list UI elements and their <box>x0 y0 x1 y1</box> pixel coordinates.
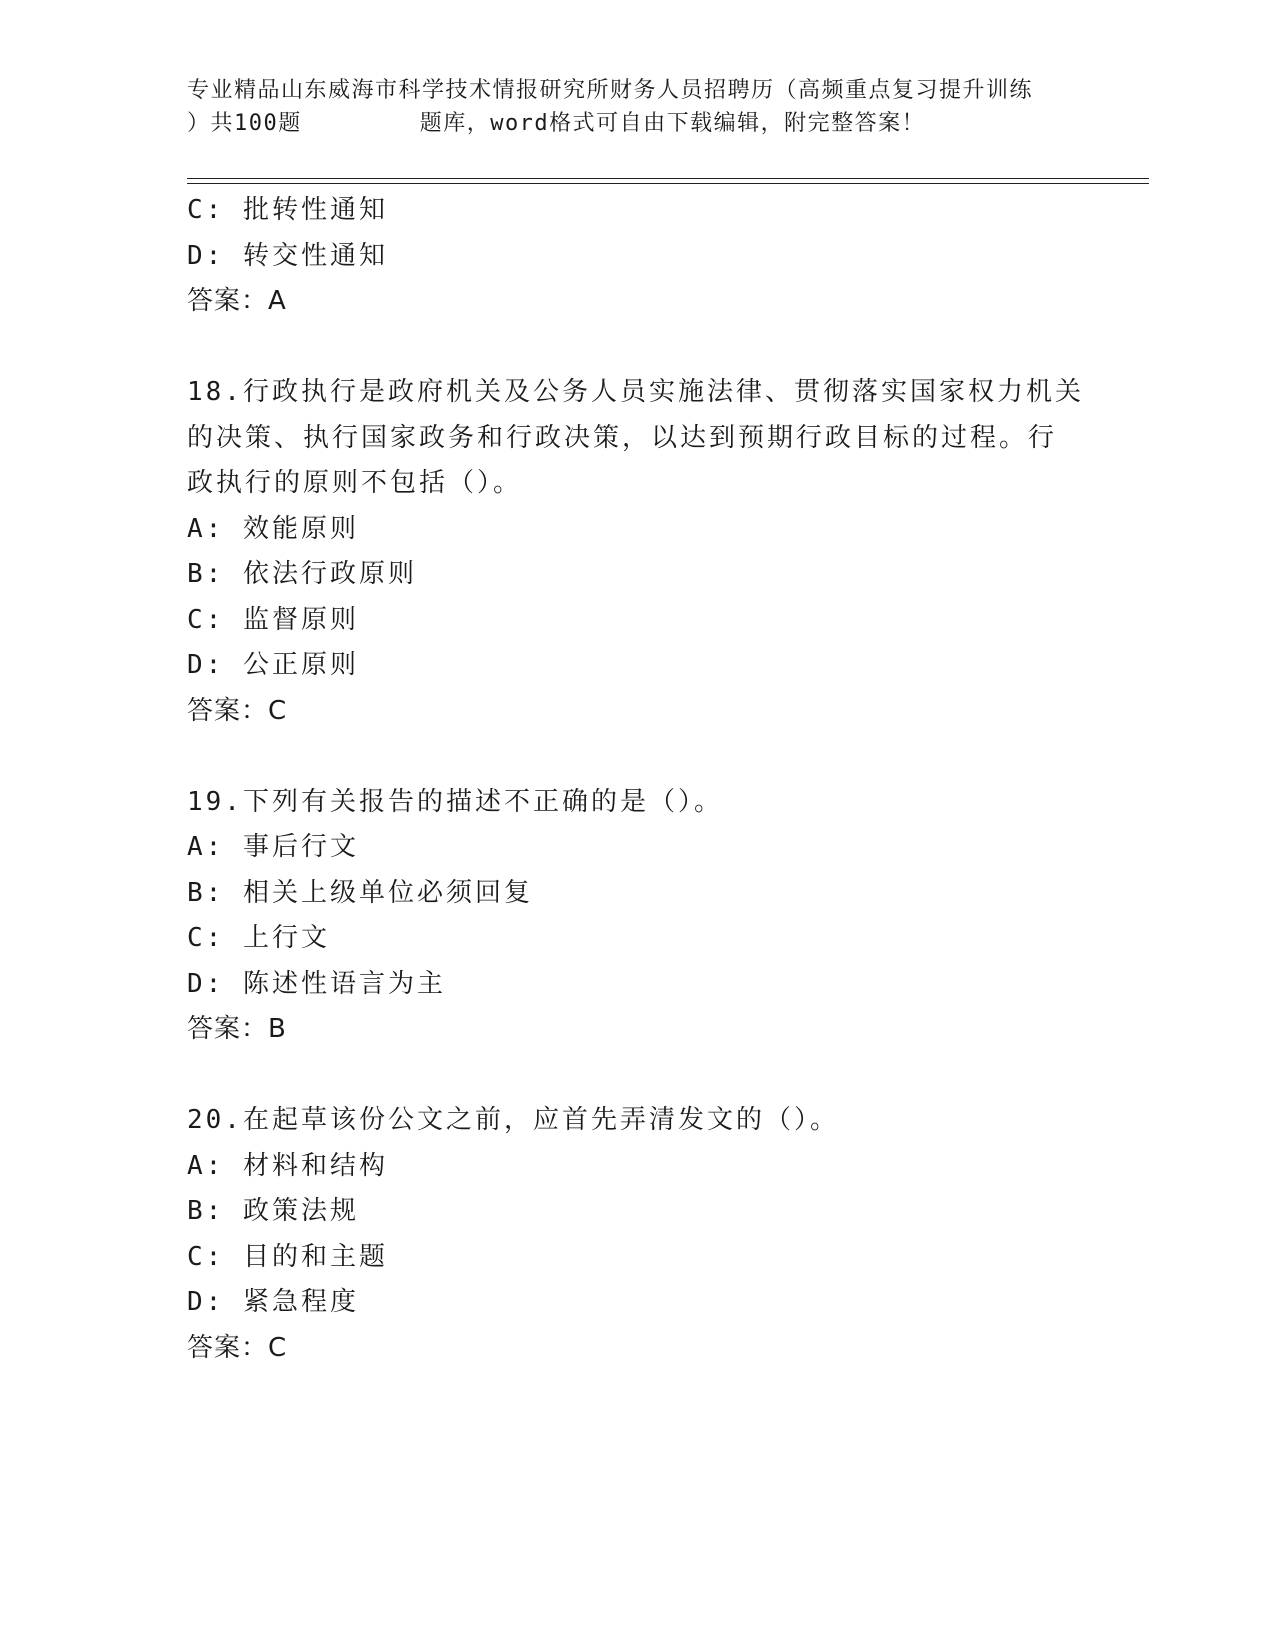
answer-label: 答案：C <box>187 1332 288 1363</box>
option-d: D: 公正原则 <box>187 650 359 680</box>
option-c: C: 上行文 <box>187 923 330 953</box>
header-title-line-2: ）共100题 题库，word格式可自由下载编辑，附完整答案！ <box>187 111 926 136</box>
spacer <box>187 325 1107 371</box>
answer-label: 答案：B <box>187 1014 287 1044</box>
option-d: D: 紧急程度 <box>187 1287 359 1317</box>
option-b: B: 相关上级单位必须回复 <box>187 877 533 908</box>
answer-label: 答案：C <box>187 695 288 726</box>
header-divider-bottom <box>187 183 1149 184</box>
question-text-line: 的决策、执行国家政务和行政决策，以达到预期行政目标的过程。行 <box>187 422 1058 453</box>
question-18 <box>187 370 1107 734</box>
question-list <box>187 188 1107 1371</box>
option-d: D: 转交性通知 <box>187 240 388 271</box>
question-20 <box>187 1098 1107 1371</box>
header-divider-top <box>187 178 1149 179</box>
header-title-line-1: 专业精品山东威海市科学技术情报研究所财务人员招聘历（高频重点复习提升训练 <box>187 78 1034 103</box>
option-a: A: 效能原则 <box>187 513 359 544</box>
option-c: C: 批转性通知 <box>187 195 388 225</box>
option-b: B: 依法行政原则 <box>187 559 417 589</box>
question-text-line: 19.下列有关报告的描述不正确的是（）。 <box>187 786 723 817</box>
question-text-line: 18.行政执行是政府机关及公务人员实施法律、贯彻落实国家权力机关 <box>187 377 1084 407</box>
question-text-line: 政执行的原则不包括（）。 <box>187 468 523 498</box>
option-c: C: 目的和主题 <box>187 1241 388 1272</box>
question-19 <box>187 780 1107 1053</box>
spacer <box>187 734 1107 780</box>
answer-label: 答案：A <box>187 286 287 316</box>
option-d: D: 陈述性语言为主 <box>187 968 446 999</box>
question-17-tail <box>187 188 1107 325</box>
question-text-line: 20.在起草该份公文之前，应首先弄清发文的（）。 <box>187 1105 839 1135</box>
option-c: C: 监督原则 <box>187 604 359 635</box>
document-header <box>187 74 1087 140</box>
spacer <box>187 1053 1107 1099</box>
option-a: A: 事后行文 <box>187 832 359 862</box>
option-b: B: 政策法规 <box>187 1196 359 1226</box>
option-a: A: 材料和结构 <box>187 1150 388 1181</box>
